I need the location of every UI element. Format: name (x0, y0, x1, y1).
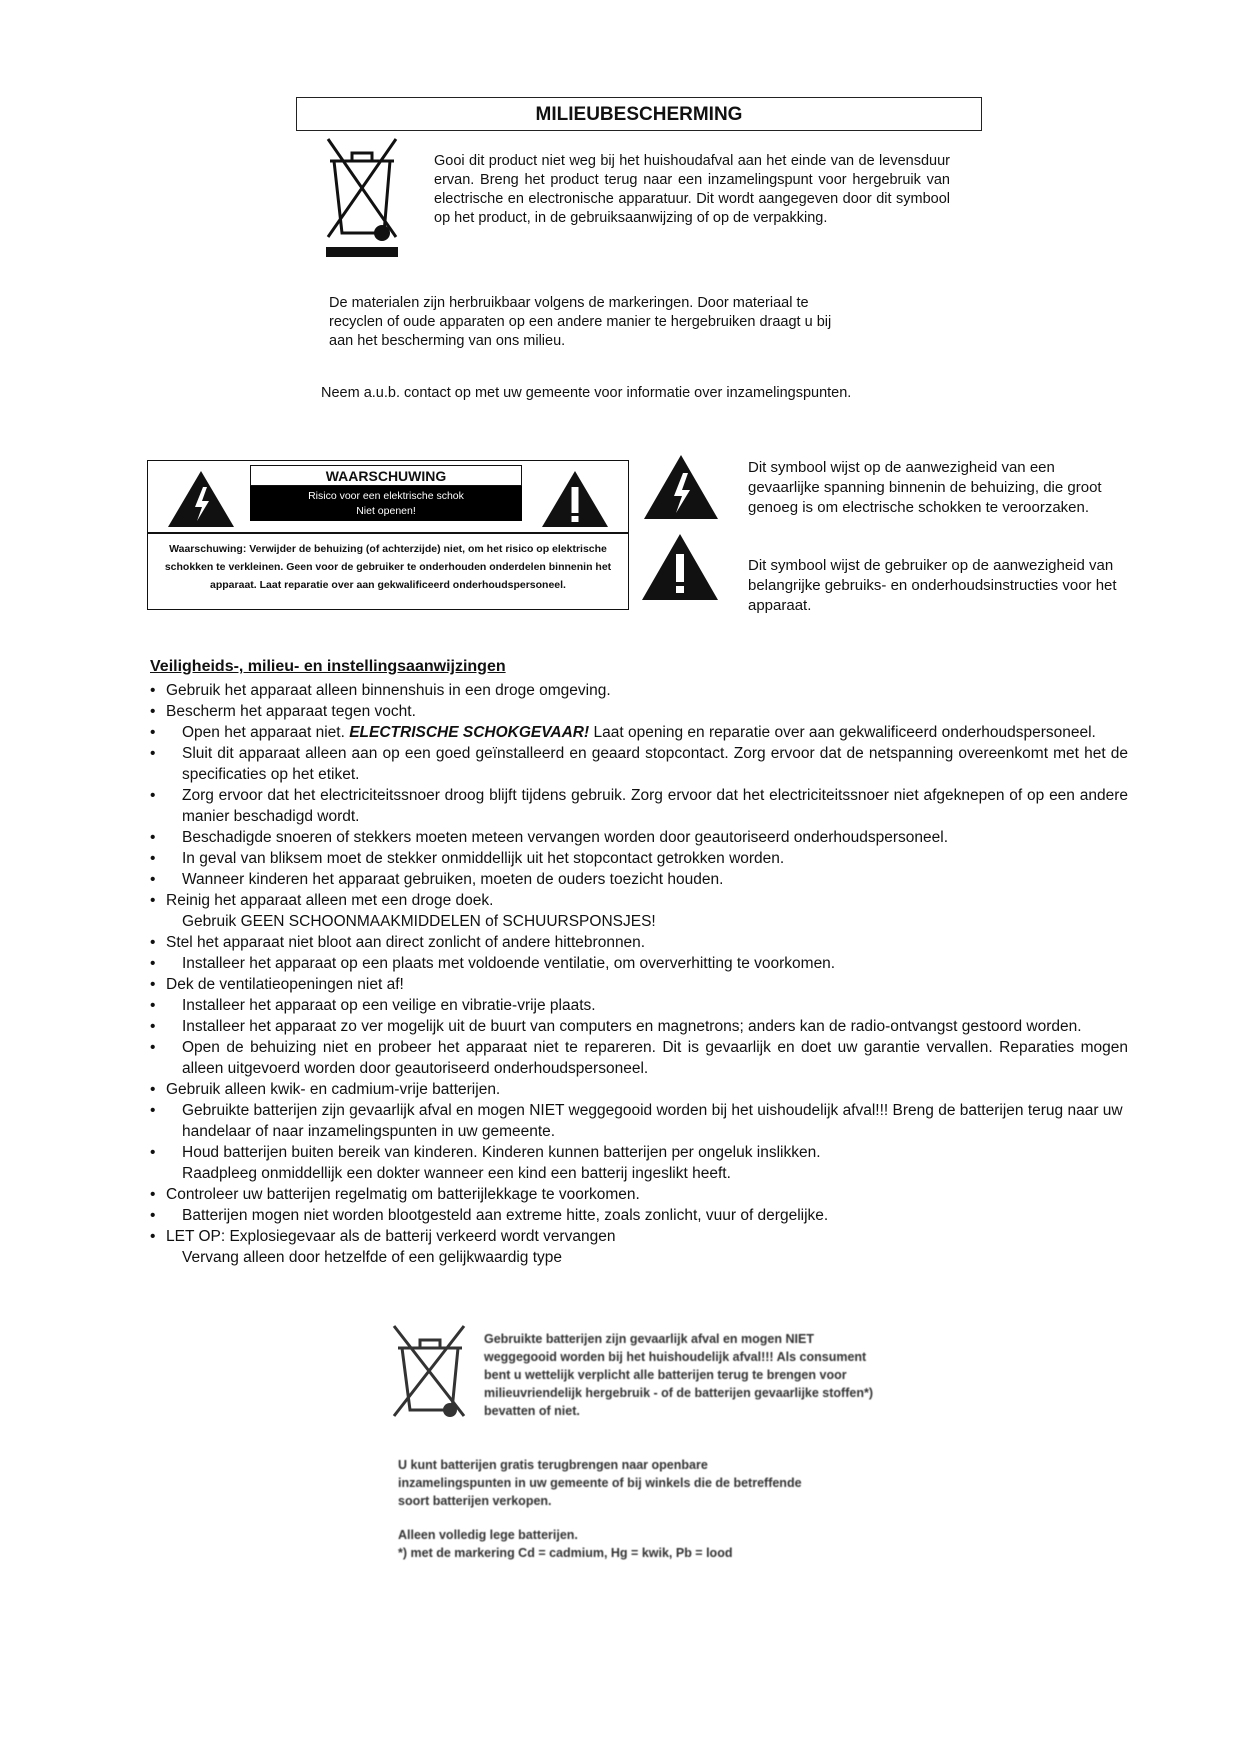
battery-header-text: Gebruikte batterijen zijn gevaarlijk afval en mogen NIET weggegooid worden bij het huishoudelijk afval!!! Als consument bent u wettelijk verplicht alle batterijen terug te brengen voor milieuvriendelijk hergebruik - of de batterijen gevaarlijke stoffen*) bevatten of niet. (484, 1332, 873, 1418)
list-item: • Beschadigde snoeren of stekkers moeten meteen vervangen worden door geautoriseerd onderhoudspersoneel. (150, 829, 949, 846)
warning-label (147, 460, 629, 610)
list-item: • In geval van bliksem moet de stekker onmiddellijk uit het stopcontact getrokken worden. (150, 850, 785, 867)
weee-bin-icon (320, 137, 404, 265)
list-item: • Installeer het apparaat op een veilige en vibratie-vrije plaats. (150, 997, 596, 1014)
list-item: • Stel het apparaat niet bloot aan direct zonlicht of andere hittebronnen. (150, 934, 646, 951)
warning-body: Waarschuwing: Verwijder de behuizing (of achterzijde) niet, om het risico op elektrische schokken te verkleinen. Geen voor de gebruiker te onderhouden onderdelen binnenin het apparaat. Laat reparatie over aan gekwalificeerd onderhoudspersoneel. (164, 543, 612, 591)
list-item: • Batterijen mogen niet worden blootgesteld aan extreme hitte, zoals zonlicht, vuur of dergelijke. (150, 1207, 829, 1224)
list-item: • Gebruik alleen kwik- en cadmium-vrije batterijen. (150, 1081, 501, 1098)
list-item: • LET OP: Explosiegevaar als de batterij verkeerd wordt vervangen Vervang alleen door hetzelfde of een gelijkwaardig type (150, 1228, 616, 1266)
list-item: • Controleer uw batterijen regelmatig om batterijlekkage te voorkomen. (150, 1186, 640, 1203)
list-item: • Bescherm het apparaat tegen vocht. (150, 703, 416, 720)
page-title: MILIEUBESCHERMING (296, 97, 982, 131)
shock-danger-emphasis: ELECTRISCHE SCHOKGEVAAR! (349, 724, 590, 741)
list-item: • Houd batterijen buiten bereik van kinderen. Kinderen kunnen batterijen per ongeluk inslikken. Raadpleeg onmiddellijk een dokter wanneer een kind een batterij ingeslikt heeft. (150, 1144, 821, 1182)
list-item: • Sluit dit apparaat alleen aan op een goed geïnstalleerd en geaard stopcontact. Zorg ervoor dat de netspanning overeenkomt met het de specificaties op het etiket. (150, 745, 1128, 783)
list-item: • Installeer het apparaat op een plaats met voldoende ventilatie, om oververhitting te voorkomen. (150, 955, 836, 972)
safety-list (150, 680, 1128, 1268)
list-item: • Gebruikte batterijen zijn gevaarlijk afval en mogen NIET weggegooid worden bij het uishoudelijk afval!!! Breng de batterijen terug naar uw handelaar of naar inzamelingspunten in uw gemeente. (150, 1102, 1123, 1140)
battery-return-text: U kunt batterijen gratis terugbrengen naar openbare inzamelingspunten in uw gemeente of bij winkels die de betreffende soort batterijen verkopen. (398, 1458, 802, 1508)
warning-title: WAARSCHUWING (250, 465, 522, 486)
list-item: • Installeer het apparaat zo ver mogelijk uit de buurt van computers en magnetrons; anders kan de radio-ontvangst gestoord worden. (150, 1018, 1082, 1035)
battery-marking-note: *) met de markering Cd = cadmium, Hg = kwik, Pb = lood (398, 1546, 733, 1560)
do-not-open-line: Niet openen! (356, 505, 416, 517)
lightning-warning-icon (166, 469, 236, 529)
list-item: • Dek de ventilatieopeningen niet af! (150, 976, 404, 993)
list-item: • Gebruik het apparaat alleen binnenshuis in een droge omgeving. (150, 682, 611, 699)
exclamation-symbol-text: Dit symbool wijst de gebruiker op de aanwezigheid van belangrijke gebruiks- en onderhoudsinstructies voor het apparaat. (748, 557, 1117, 614)
battery-bin-icon (388, 1322, 472, 1422)
safety-heading: Veiligheids-, milieu- en instellingsaanwijzingen (150, 658, 506, 675)
divider (148, 532, 628, 534)
lightning-symbol-icon (642, 453, 720, 521)
recycle-paragraph: De materialen zijn herbruikbaar volgens de markeringen. Door materiaal te recyclen of oude apparaten op een andere manier te hergebruiken draagt u bij aan het bescherming van ons milieu. (329, 295, 832, 349)
battery-empty-note: Alleen volledig lege batterijen. (398, 1528, 578, 1542)
list-item: • Reinig het apparaat alleen met een droge doek. Gebruik GEEN SCHOONMAAKMIDDELEN of SCHUURSPONSJES! (150, 892, 656, 930)
list-item: • Wanneer kinderen het apparaat gebruiken, moeten de ouders toezicht houden. (150, 871, 724, 888)
shock-risk-line: Risico voor een elektrische schok (308, 490, 464, 502)
weee-paragraph: Gooi dit product niet weg bij het huishoudafval aan het einde van de levensduur ervan. Breng het product terug naar een inzamelingspunt voor hergebruik van electrische en electronische apparatuur. Dit wordt aangegeven door dit symbool op het product, in de gebruiksaanwijzing of op de verpakking. (434, 153, 950, 226)
exclamation-symbol-icon (640, 532, 720, 602)
list-item: • Open het apparaat niet. ELECTRISCHE SCHOKGEVAAR! Laat opening en reparatie over aan gekwalificeerd onderhoudspersoneel. (150, 724, 1096, 741)
list-item: • Zorg ervoor dat het electriciteitssnoer droog blijft tijdens gebruik. Zorg ervoor dat het electriciteitssnoer niet afgeknepen of op een andere manier beschadigd wordt. (150, 787, 1128, 825)
shock-risk-banner (250, 486, 522, 521)
exclamation-warning-icon (540, 469, 610, 529)
contact-paragraph: Neem a.u.b. contact op met uw gemeente voor informatie over inzamelingspunten. (321, 385, 852, 401)
lightning-symbol-text: Dit symbool wijst op de aanwezigheid van een gevaarlijke spanning binnenin de behuizing, die groot genoeg is om electrische schokken te veroorzaken. (748, 459, 1102, 516)
list-item: • Open de behuizing niet en probeer het apparaat niet te repareren. Dit is gevaarlijk en doet uw garantie vervallen. Reparaties mogen alleen uitgevoerd worden door geautoriseerd onderhoudspersoneel. (150, 1039, 1128, 1077)
